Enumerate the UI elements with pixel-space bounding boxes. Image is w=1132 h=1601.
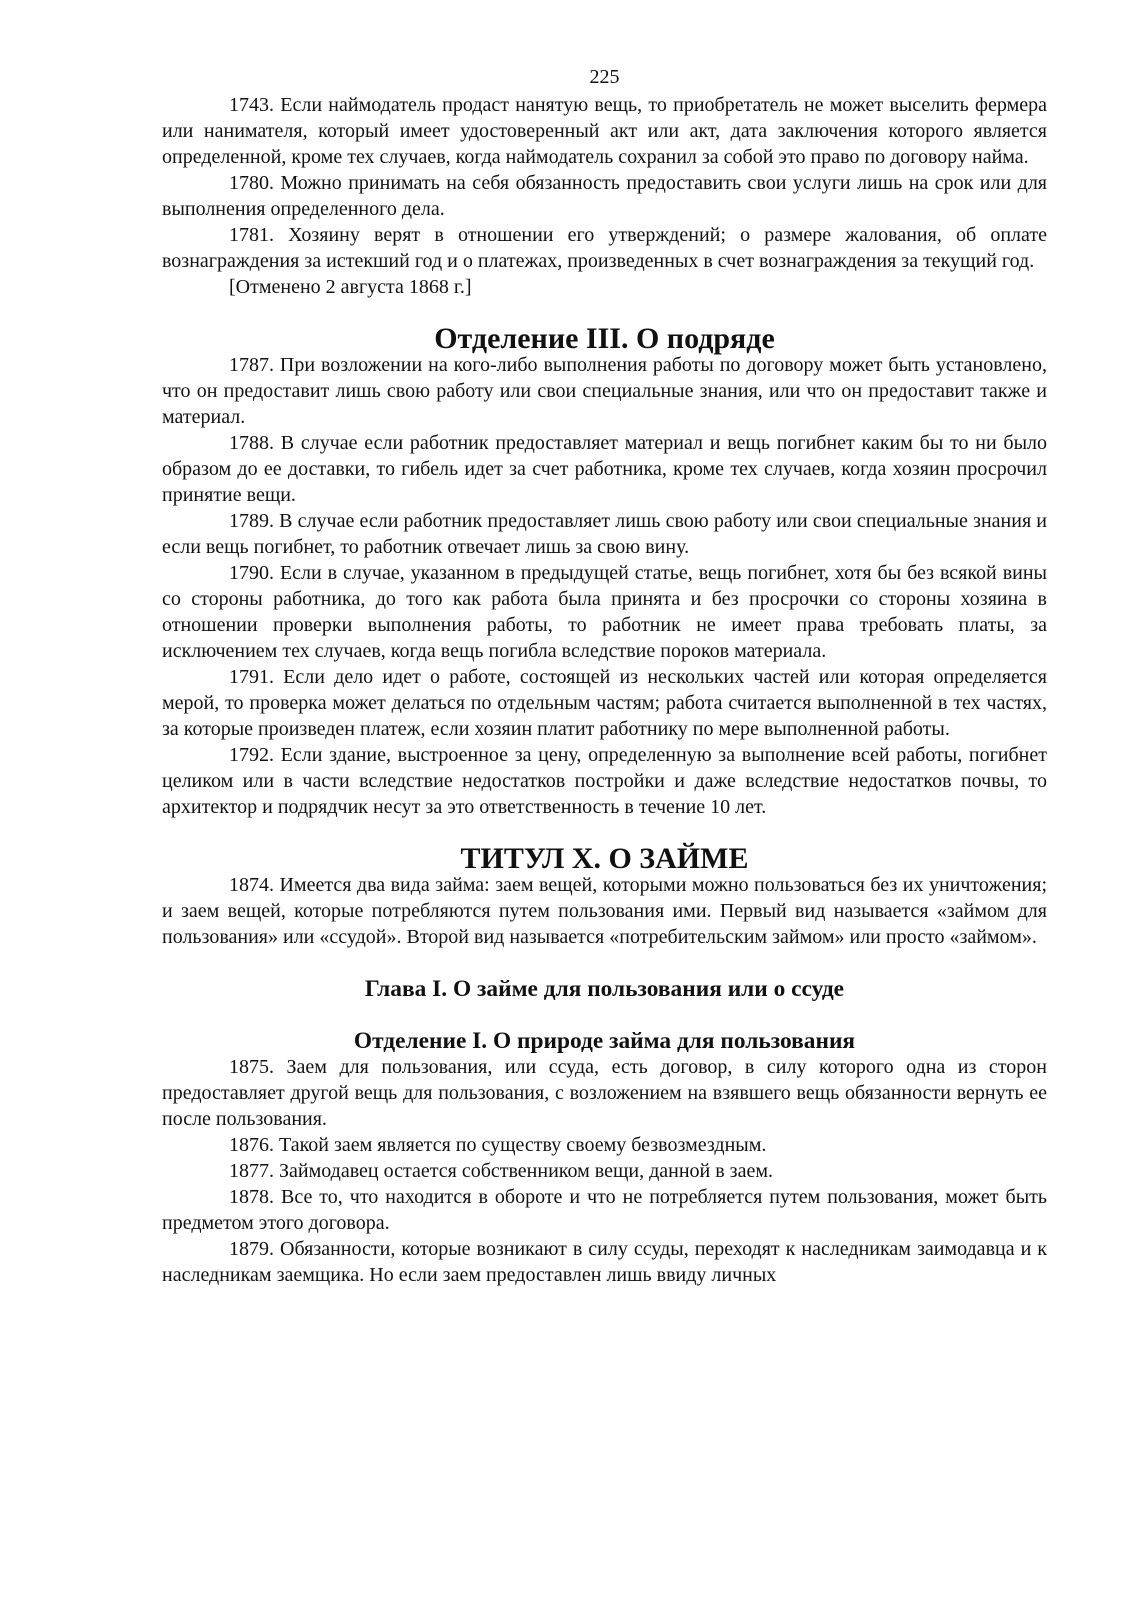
section-heading-nature-of-loan: Отделение I. О природе займа для пользования xyxy=(353,1028,856,1054)
article-1787: 1787. При возложении на кого-либо выполнения работы по договору может быть установлено, что он предоставит лишь свою работу или свои специальные знания, или что он предоставит также и материал. xyxy=(162,354,1047,428)
article-1792: 1792. Если здание, выстроенное за цену, определенную за выполнение всей работы, погибнет целиком или в части вследствие недостатков постройки и даже вследствие недостатков почвы, то архитектор и подрядчик несут за это ответственность в течение 10 лет. xyxy=(162,744,1047,818)
article-1877: 1877. Займодавец остается собственником вещи, данной в заем. xyxy=(229,1160,773,1182)
chapter-heading-loan-for-use: Глава I. О займе для пользования или о ссуде xyxy=(364,976,845,1002)
document-page xyxy=(162,64,1047,1288)
section-heading-contract-work: Отделение III. О подряде xyxy=(434,322,775,355)
article-1789: 1789. В случае если работник предоставляет лишь свою работу или свои специальные знания и если вещь погибнет, то работник отвечает лишь за свою вину. xyxy=(162,510,1047,558)
title-heading-loan: ТИТУЛ X. О ЗАЙМЕ xyxy=(460,842,749,875)
article-1874: 1874. Имеется два вида займа: заем вещей, которыми можно пользоваться без их уничтожения; и заем вещей, которые потребляются путем пользования ими. Первый вид называется «займом для пользования» или «ссудой». Второй вид называется «потребительским займом» или просто «займом». xyxy=(162,874,1047,948)
repealed-note: [Отменено 2 августа 1868 г.] xyxy=(229,276,472,298)
article-1790: 1790. Если в случае, указанном в предыдущей статье, вещь погибнет, хотя бы без всякой вины со стороны работника, до того как работа была принята и без просрочки со стороны хозяина в отношении проверки выполнения работы, то работник не имеет права требовать платы, за исключением тех случаев, когда вещь погибла вследствие пороков материала. xyxy=(162,562,1047,662)
article-1878: 1878. Все то, что находится в обороте и что не потребляется путем пользования, может быть предметом этого договора. xyxy=(162,1186,1047,1234)
article-1781: 1781. Хозяину верят в отношении его утверждений; о размере жалования, об оплате вознаграждения за истекший год и о платежах, произведенных в счет вознаграждения за текущий год. xyxy=(162,224,1047,272)
article-1780: 1780. Можно принимать на себя обязанность предоставить свои услуги лишь на срок или для выполнения определенного дела. xyxy=(162,172,1047,220)
article-1743: 1743. Если наймодатель продаст нанятую вещь, то приобретатель не может выселить фермера или нанимателя, который имеет удостоверенный акт или акт, дата заключения которого является определенной, кроме тех случаев, когда наймодатель сохранил за собой это право по договору найма. xyxy=(162,94,1047,168)
article-1875: 1875. Заем для пользования, или ссуда, есть договор, в силу которого одна из сторон предоставляет другой вещь для пользования, с возложением на взявшего вещь обязанности вернуть ее после пользования. xyxy=(162,1056,1047,1130)
page-number: 225 xyxy=(589,66,620,88)
article-1879: 1879. Обязанности, которые возникают в силу ссуды, переходят к наследникам заимодавца и к наследникам заемщика. Но если заем предоставлен лишь ввиду личных xyxy=(162,1238,1047,1286)
article-1876: 1876. Такой заем является по существу своему безвозмездным. xyxy=(229,1134,767,1156)
article-1788: 1788. В случае если работник предоставляет материал и вещь погибнет каким бы то ни было образом до ее доставки, то гибель идет за счет работника, кроме тех случаев, когда хозяин просрочил принятие вещи. xyxy=(162,432,1047,506)
article-1791: 1791. Если дело идет о работе, состоящей из нескольких частей или которая определяется мерой, то проверка может делаться по отдельным частям; работа считается выполненной в тех частях, за которые произведен платеж, если хозяин платит работнику по мере выполненной работы. xyxy=(162,666,1047,740)
